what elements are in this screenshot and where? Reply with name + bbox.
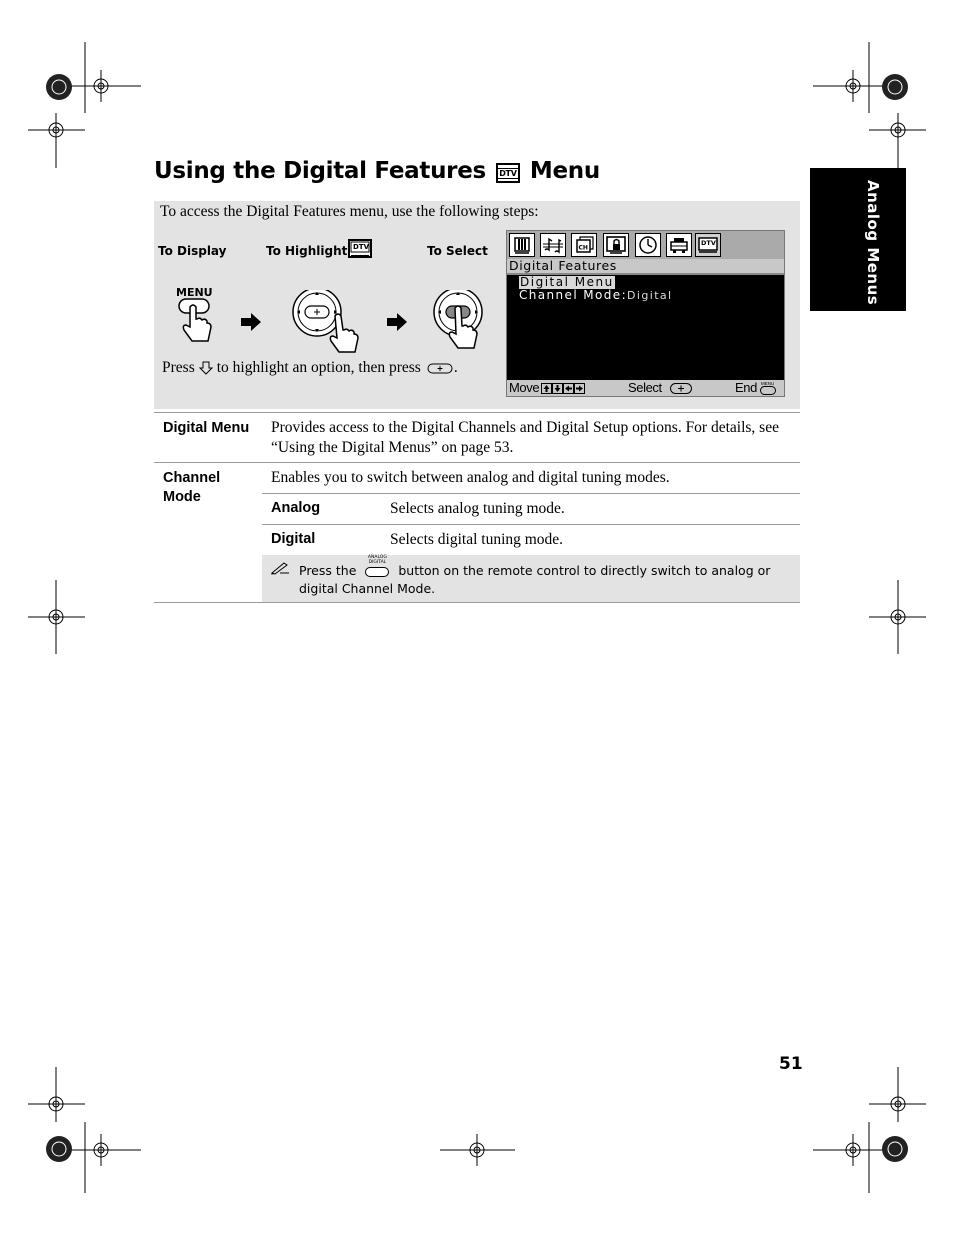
menu-press-hand-icon — [174, 297, 216, 347]
to-display-label: To Display — [158, 244, 227, 258]
digital-menu-description: Provides access to the Digital Channels and Digital Setup options. For details, see “Using the Digital Menus” on page 53. — [271, 419, 779, 456]
tv-menu-item-channel-mode[interactable] — [519, 289, 673, 302]
footer-end-label: End — [735, 380, 757, 395]
svg-text:CH: CH — [578, 244, 588, 252]
table-bottom-divider — [154, 602, 800, 603]
page-number: 51 — [779, 1054, 803, 1074]
arrow-right-icon — [240, 312, 262, 332]
menu-button-label: MENU — [176, 286, 213, 299]
dtv-icon-text: DTV — [499, 168, 517, 178]
note-pencil-icon — [270, 561, 290, 575]
analog-description: Selects analog tuning mode. — [390, 500, 565, 517]
press-end: . — [453, 359, 458, 376]
tv-menu-item-digital-menu[interactable]: Digital Menu — [520, 275, 614, 289]
timer-icon — [635, 233, 661, 257]
analog-label: Analog — [271, 500, 321, 516]
intro-text: To access the Digital Features menu, use the following steps: — [160, 203, 539, 220]
note-box — [262, 555, 800, 602]
dtv-icon — [695, 233, 721, 257]
digital-label: Digital — [271, 531, 316, 547]
tv-menu-title: Digital Features — [507, 259, 784, 273]
side-tab — [810, 168, 906, 311]
select-button-icon — [670, 383, 692, 394]
channel-icon — [571, 233, 597, 257]
channel-mode-description: Enables you to switch between analog and digital tuning modes. — [271, 469, 670, 486]
table-divider — [154, 462, 800, 463]
page-title-prefix: Using the Digital Features — [154, 158, 486, 184]
tv-menu-screen — [506, 230, 785, 397]
channel-mode-label: Channel Mode: — [519, 288, 628, 302]
tv-menu-footer — [507, 380, 784, 396]
digital-menu-label: Digital Menu — [163, 420, 250, 436]
press-instruction — [162, 359, 458, 377]
joystick-select-hand-icon — [430, 290, 490, 356]
note-text — [299, 554, 794, 598]
side-tab-label: Analog Menus — [864, 180, 882, 306]
press-before: Press — [162, 359, 195, 376]
audio-icon — [540, 233, 566, 257]
down-arrow-icon — [198, 361, 214, 375]
table-divider — [262, 524, 800, 525]
footer-end-icon-text: MENU — [761, 381, 775, 386]
select-button-icon — [427, 361, 453, 375]
to-select-label: To Select — [427, 244, 488, 258]
highlight-dtv-icon-text: DTV — [353, 243, 370, 251]
video-icon — [509, 233, 535, 257]
tv-icon-bar — [507, 231, 784, 259]
channel-mode-value: Digital — [627, 289, 673, 302]
table-divider — [262, 493, 800, 494]
digital-description: Selects digital tuning mode. — [390, 531, 564, 548]
highlight-dtv-icon — [348, 239, 372, 260]
dtv-icon — [496, 163, 520, 183]
analog-digital-button-text: ANALOG DIGITAL — [367, 554, 387, 565]
page-title-suffix: Menu — [529, 158, 600, 184]
dtv-icon-text: DTV — [701, 239, 716, 247]
press-middle: to highlight an option, then press — [216, 359, 421, 376]
move-arrows-icon — [541, 383, 585, 394]
setup-icon — [666, 233, 692, 257]
arrow-right-icon — [386, 312, 408, 332]
channel-mode-label: Channel Mode — [163, 470, 221, 505]
note-before: Press the — [299, 563, 357, 578]
footer-select-label: Select — [628, 380, 662, 395]
page-title — [154, 158, 600, 184]
footer-move-label: Move — [509, 380, 540, 395]
joystick-down-hand-icon — [289, 290, 369, 356]
analog-digital-button-icon — [364, 554, 390, 579]
to-highlight-label: To Highlight — [266, 244, 348, 258]
table-divider — [154, 412, 800, 413]
parent-lock-icon — [603, 233, 629, 257]
note-after: button on the remote control to directly switch to analog or digital Channel Mode. — [299, 563, 771, 596]
